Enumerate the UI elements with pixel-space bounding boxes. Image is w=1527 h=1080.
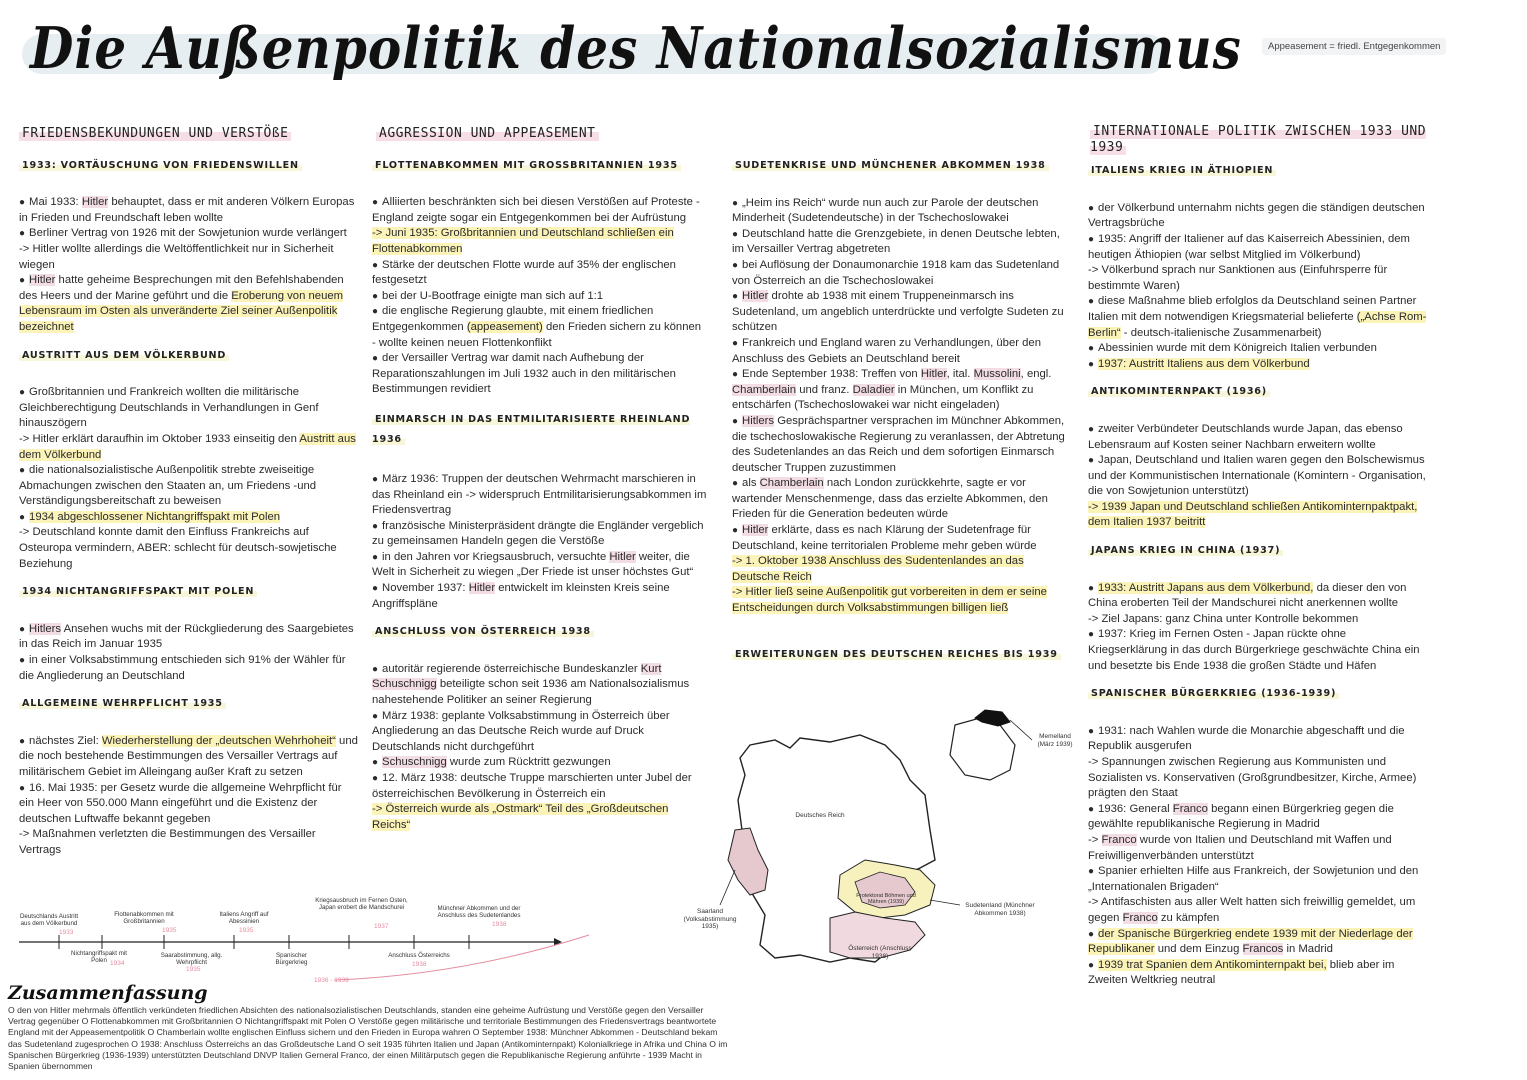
paragraph: -> Hitler ließ seine Außenpolitik gut vorbereiten in dem er seine Entscheidungen durch Volksabstimmungen billigen ließ [732, 586, 1047, 615]
timeline-event: Italiens Angriff auf Abessinien [219, 911, 269, 925]
paragraph: ● 12. März 1938: deutsche Truppe marschierten unter Jubel der österreichischen Bevölkerung in Österreich ein [372, 771, 707, 802]
section-heading: INTERNATIONALE POLITIK ZWISCHEN 1933 UND 1939 [1090, 124, 1427, 155]
section-heading: FRIEDENSBEKUNDUNGEN UND VERSTÖßE [19, 126, 359, 142]
paragraph: ● Mai 1933: Hitler behauptet, dass er mit anderen Völkern Europas in Frieden und Freundschaft leben wollte [19, 195, 359, 226]
paragraph: ● Hitler drohte ab 1938 mit einem Truppeneinmarsch ins Sudetenland, um angeblich unterdrückte und verfolgte Sudeten zu schützen [732, 289, 1067, 336]
subheading: ALLGEMEINE WEHRPFLICHT 1935 [19, 696, 359, 712]
column-international [1088, 124, 1428, 989]
timeline-event: Flottenabkommen mit Großbritannien [114, 911, 174, 925]
paragraph: -> Österreich wurde als „Ostmark“ Teil des „Großdeutschen Reichs“ [372, 803, 669, 831]
paragraph: ● Frankreich und England waren zu Verhandlungen, über den Anschluss des Gebiets an Deutschland bereit [732, 336, 1067, 367]
map-label-memel: Memelland (März 1939) [1037, 733, 1073, 748]
timeline-year: 1938 [492, 921, 507, 928]
paragraph: ● Hitler erklärte, dass es nach Klärung der Sudetenfrage für Deutschland, keine territorialen Probleme mehr geben würde [732, 523, 1067, 554]
paragraph: ● 1936: General Franco begann einen Bürgerkrieg gegen die gewählte republikanische Regierung in Madrid [1088, 802, 1428, 833]
column-aggression [372, 126, 707, 833]
paragraph: ● Hitlers Ansehen wuchs mit der Rückgliederung des Saargebietes in das Reich im Januar 1935 [19, 622, 359, 653]
paragraph: ● in einer Volksabstimmung entschieden sich 91% der Wähler für die Angliederung an Deutschland [19, 653, 359, 684]
paragraph: ● diese Maßnahme blieb erfolglos da Deutschland seinen Partner Italien mit dem notwendigen Kriegsmaterial belieferte („Achse Rom-Berlin“ - deutsch-italienische Zusammenarbeit) [1088, 294, 1428, 341]
timeline-year: 1935 [186, 966, 201, 973]
paragraph: -> Antifaschisten aus aller Welt hatten sich freiwillig gemeldet, um gegen Franco zu kämpfen [1088, 896, 1416, 924]
paragraph: ● nächstes Ziel: Wiederherstellung der „deutschen Wehrhoheit“ und die noch bestehende Bestimmungen des Versailler Vertrags auf militärischem Gebiet im Alleingang außer Kraft zu setzen [19, 734, 359, 781]
paragraph: ● 1937: Krieg im Fernen Osten - Japan rückte ohne Kriegserklärung in das durch Bürgerkriege geschwächte China ein und besetzte bis Ende 1938 die großen Städte und Häfen [1088, 627, 1428, 674]
appeasement-note: Appeasement = friedl. Entgegenkommen [1262, 38, 1446, 55]
timeline [14, 897, 614, 985]
map-saarland [728, 828, 768, 895]
subheading: JAPANS KRIEG IN CHINA (1937) [1088, 543, 1428, 559]
subheading: SUDETENKRISE UND MÜNCHENER ABKOMMEN 1938 [732, 158, 1067, 174]
paragraph: ● 1939 trat Spanien dem Antikominternpakt bei, blieb aber im Zweiten Weltkrieg neutral [1088, 958, 1428, 989]
paragraph: ● März 1938: geplante Volksabstimmung in Österreich über Angliederung an das Deutsche Reich wurde auf Druck Deutschlands nicht durchgeführt [372, 709, 707, 756]
subheading: EINMARSCH IN DAS ENTMILITARISIERTE RHEINLAND 1936 [372, 413, 691, 445]
paragraph: ● 1931: nach Wahlen wurde die Monarchie abgeschafft und die Republik ausgerufen [1088, 724, 1428, 755]
timeline-year: 1935 [162, 927, 177, 934]
section-heading: AGGRESSION UND APPEASEMENT [376, 126, 707, 142]
paragraph: ● der Völkerbund unternahm nichts gegen die ständigen deutschen Vertragsbrüche [1088, 201, 1428, 232]
subheading: FLOTTENABKOMMEN MIT GROSSBRITANNIEN 1935 [372, 158, 707, 174]
timeline-event: Saarabstimmung, allg. Wehrpflicht [160, 952, 223, 966]
paragraph: ● November 1937: Hitler entwickelt im kleinsten Kreis seine Angriffspläne [372, 581, 707, 612]
paragraph: ● 1934 abgeschlossener Nichtangriffspakt mit Polen [19, 510, 359, 526]
map-label-protektorat: Protektorat Böhmen und Mähren (1939) [856, 893, 916, 905]
paragraph: ● Ende September 1938: Treffen von Hitler, ital. Mussolini, engl. Chamberlain und franz. Daladier in München, um Konflikt zu entschärfen (Tschechoslowakei war nicht eingeladen) [732, 367, 1067, 414]
paragraph: -> Ziel Japans: ganz China unter Kontrolle bekommen [1088, 612, 1359, 625]
paragraph: ● die englische Regierung glaubte, mit einem friedlichen Entgegenkommen (appeasement) den Frieden sichern zu können - wollte keinen neuen Flottenkonflikt [372, 304, 707, 351]
paragraph: ● Berliner Vertrag von 1926 mit der Sowjetunion wurde verlängert [19, 226, 359, 242]
timeline-year: 1937 [374, 923, 389, 930]
page-title: Die Außenpolitik des Nationalsozialismus [30, 14, 1242, 82]
paragraph: ● zweiter Verbündeter Deutschlands wurde Japan, das ebenso Lebensraum auf Kosten seiner Nachbarn erweitern wollte [1088, 422, 1428, 453]
map-label-austria: Österreich (Anschluss 1938) [848, 945, 912, 960]
paragraph: ● Spanier erhielten Hilfe aus Frankreich, der Sowjetunion und den „Internationalen Brigaden“ [1088, 864, 1428, 895]
paragraph: ● „Heim ins Reich“ wurde nun auch zur Parole der deutschen Minderheit (Sudetendeutsche) in der Tschechoslowakei [732, 196, 1067, 227]
paragraph: ● Alliierten beschränkten sich bei diesen Verstößen auf Proteste - England zeigte sogar ein Entgegenkommen bei der Aufrüstung [372, 195, 707, 226]
paragraph: ● Stärke der deutschen Flotte wurde auf 35% der englischen festgesetzt [372, 258, 707, 289]
paragraph: -> Spannungen zwischen Regierung aus Kommunisten und Sozialisten vs. Konservativen (Großgrundbesitzer, Kirche, Armee) prägten den Staat [1088, 756, 1417, 800]
paragraph: ● französische Ministerpräsident drängte die Engländer vergeblich zu gemeinsamen Handeln gegen die Verstöße [372, 519, 707, 550]
timeline-year: 1938 [412, 961, 427, 968]
map-label-saar: Saarland (Volksabstimmung 1935) [683, 908, 737, 930]
column-sudetenkrise [732, 158, 1067, 684]
timeline-event: Anschluss Österreichs [388, 952, 450, 959]
map-label-sudeten: Sudetenland (Münchner Abkommen 1938) [965, 902, 1035, 917]
paragraph: -> Maßnahmen verletzten die Bestimmungen des Versailler Vertrags [19, 828, 316, 856]
timeline-year: 1934 [110, 960, 125, 967]
paragraph: -> Völkerbund sprach nur Sanktionen aus (Einfuhrsperre für bestimmte Waren) [1088, 264, 1388, 292]
timeline-axis [14, 905, 614, 985]
paragraph: ● 1937: Austritt Italiens aus dem Völkerbund [1088, 357, 1428, 373]
paragraph: ● die nationalsozialistische Außenpolitik strebte zweiseitige Abmachungen zwischen den Staaten an, um Friedens -und Verständigungsbereitschaft zu beweisen [19, 463, 359, 510]
timeline-event: Nichtangriffspakt mit Polen [71, 950, 127, 964]
paragraph: -> 1939 Japan und Deutschland schließen Antikominternpaktpakt, dem Italien 1937 beitritt [1088, 500, 1418, 529]
map-ostpreussen [950, 718, 1015, 780]
paragraph: ● bei der U-Bootfrage einigte man sich auf 1:1 [372, 289, 707, 305]
paragraph: ● bei Auflösung der Donaumonarchie 1918 kam das Sudetenland von Österreich an die Tschechoslowakei [732, 258, 1067, 289]
subheading: 1934 NICHTANGRIFFSPAKT MIT POLEN [19, 584, 359, 600]
subheading: ANSCHLUSS VON ÖSTERREICH 1938 [372, 624, 707, 640]
paragraph: ● als Chamberlain nach London zurückkehrte, sagte er vor wartender Menschenmenge, dass das erzielte Abkommen, den Frieden für die Generation bedeuten würde [732, 476, 1067, 523]
paragraph: ● Schuschnigg wurde zum Rücktritt gezwungen [372, 755, 707, 771]
paragraph: ● Japan, Deutschland und Italien waren gegen den Bolschewismus und der Kommunistischen Internationale (Komintern - Organisation, die von Sowjetunion unterstützt) [1088, 453, 1428, 500]
map-memelland [975, 710, 1010, 726]
paragraph: ● autoritär regierende österreichische Bundeskanzler Kurt Schuschnigg beteiligte schon seit 1936 am Nationalsozialismus nahestehende Politiker an seiner Regierung [372, 662, 707, 709]
paragraph: ● Großbritannien und Frankreich wollten die militärische Gleichberechtigung Deutschlands in Verhandlungen in Genf hinauszögern [19, 385, 359, 432]
summary-title: Zusammenfassung [8, 982, 208, 1004]
paragraph: -> Deutschland konnte damit den Einfluss Frankreichs auf Osteuropa vermindern, ABER: schlecht für deutsch-sowjetische Beziehung [19, 526, 337, 570]
paragraph: ● März 1936: Truppen der deutschen Wehrmacht marschieren in das Rheinland ein -> widerspruch Entmilitarisierungsabkommen im Friedensvertrag [372, 472, 707, 519]
subheading: ANTIKOMINTERNPAKT (1936) [1088, 384, 1428, 400]
timeline-year: 1933 [59, 929, 74, 936]
map-pointer [720, 870, 735, 905]
timeline-event: Deutschlands Austritt aus dem Völkerbund [19, 913, 79, 927]
paragraph: ● Deutschland hatte die Grenzgebiete, in denen Deutsche lebten, im Versailler Vertrag abgetreten [732, 227, 1067, 258]
subheading: ERWEITERUNGEN DES DEUTSCHEN REICHES BIS 1939 [732, 647, 1067, 663]
subheading: SPANISCHER BÜRGERKRIEG (1936-1939) [1088, 686, 1428, 702]
paragraph: ● Abessinien wurde mit dem Königreich Italien verbunden [1088, 341, 1428, 357]
summary-text: O den von Hitler mehrmals öffentlich verkündeten friedlichen Absichten des nationalsozialistischen Deutschlands, standen eine geheime Aufrüstung und Verstöße gegen den Versailler Vertrag gegenüber O Flottenabkommen mit Großbritannien O Nichtangriffspakt mit Polen O Verstöße gegen militärische und territoriale Bestimmungen des Friedensvertrags beantwortete England mit der Appeasementpolitik O Chamberlain wollte englischen Einfluss sichern und den Frieden in Europa wahren O September 1938: Münchner Abkommen - Deutschland bekam das Sudetenland zugesprochen O 1938: Anschluss Österreichs an das Großdeutsche Land O seit 1935 führten Italien und Japan (Antikominternpakt) Kolonialkriege in Afrika und China O im Spanischen Bürgerkrieg (1936-1939) unterstützten Deutschland DNVP Italien Gerneral Franco, der einen Militärputsch gegen die Republikanische Regierung anführte - 1939 Macht in Spanien übernommen [8, 1005, 728, 1072]
paragraph: -> Franco wurde von Italien und Deutschland mit Waffen und Freiwilligenverbänden unterstützt [1088, 833, 1392, 862]
paragraph: ● 16. Mai 1935: per Gesetz wurde die allgemeine Wehrpflicht für ein Heer von 550.000 Mann eingeführt und die Existenz der deutschen Luftwaffe bekannt gegeben [19, 781, 359, 828]
paragraph: -> 1. Oktober 1938 Anschluss des Sudentenlandes an das Deutsche Reich [732, 555, 1024, 583]
paragraph: -> Hitler wollte allerdings die Weltöffentlichkeit nur in Sicherheit wiegen [19, 242, 334, 271]
timeline-event: Kriegsausbruch im Fernen Osten, Japan erobert die Mandschurei [315, 897, 408, 911]
timeline-event: Spanischer Bürgerkrieg [275, 952, 308, 966]
subheading: 1933: VORTÄUSCHUNG VON FRIEDENSWILLEN [19, 158, 359, 174]
subheading: AUSTRITT AUS DEM VÖLKERBUND [19, 348, 359, 364]
map-pointer [1010, 720, 1032, 740]
paragraph: ● der Versailler Vertrag war damit nach Aufhebung der Reparationszahlungen im Juli 1932 auch in den militärischen Bestimmungen revidiert [372, 351, 707, 398]
paragraph: -> Hitler erklärt daraufhin im Oktober 1933 einseitig den Austritt aus dem Völkerbund [19, 432, 356, 461]
paragraph: ● der Spanische Bürgerkrieg endete 1939 mit der Niederlage der Republikaner und dem Einzug Francos in Madrid [1088, 927, 1428, 958]
paragraph: ● 1933: Austritt Japans aus dem Völkerbund, da dieser den von China eroberten Teil der Mandschurei nicht anerkennen wollte [1088, 581, 1428, 612]
paragraph: ● Hitler hatte geheime Besprechungen mit den Befehlshabenden des Heers und der Marine geführt und die Eroberung von neuem Lebensraum im Osten als unveränderte Ziel seiner Außenpolitik bezeichnet [19, 273, 359, 335]
paragraph: ● 1935: Angriff der Italiener auf das Kaiserreich Abessinien, dem heutigen Äthiopien (war selbst Mitglied im Völkerbund) [1088, 232, 1428, 263]
paragraph: ● Hitlers Gesprächspartner versprachen im Münchner Abkommen, die tschechoslowakische Regierung zu veranlassen, der Abtretung des Sudetenlandes an das Reich und dem sofortigen Einmarsch deutscher Truppen zuzustimmen [732, 414, 1067, 476]
timeline-year: 1935 [239, 927, 254, 934]
paragraph: ● in den Jahren vor Kriegsausbruch, versuchte Hitler weiter, die Welt in Sicherheit zu wiegen „Der Friede ist unser höchstes Gut“ [372, 550, 707, 581]
column-friedensbekundungen [19, 126, 359, 859]
map-label-reich: Deutsches Reich [795, 812, 845, 819]
timeline-year: 1936 - 1939 [314, 977, 349, 984]
subheading: ITALIENS KRIEG IN ÄTHIOPIEN [1088, 163, 1428, 179]
paragraph: -> Juni 1935: Großbritannien und Deutschland schließen ein Flottenabkommen [372, 227, 674, 255]
timeline-event: Münchner Abkommen und der Anschluss des Sudetenlandes [437, 905, 521, 919]
